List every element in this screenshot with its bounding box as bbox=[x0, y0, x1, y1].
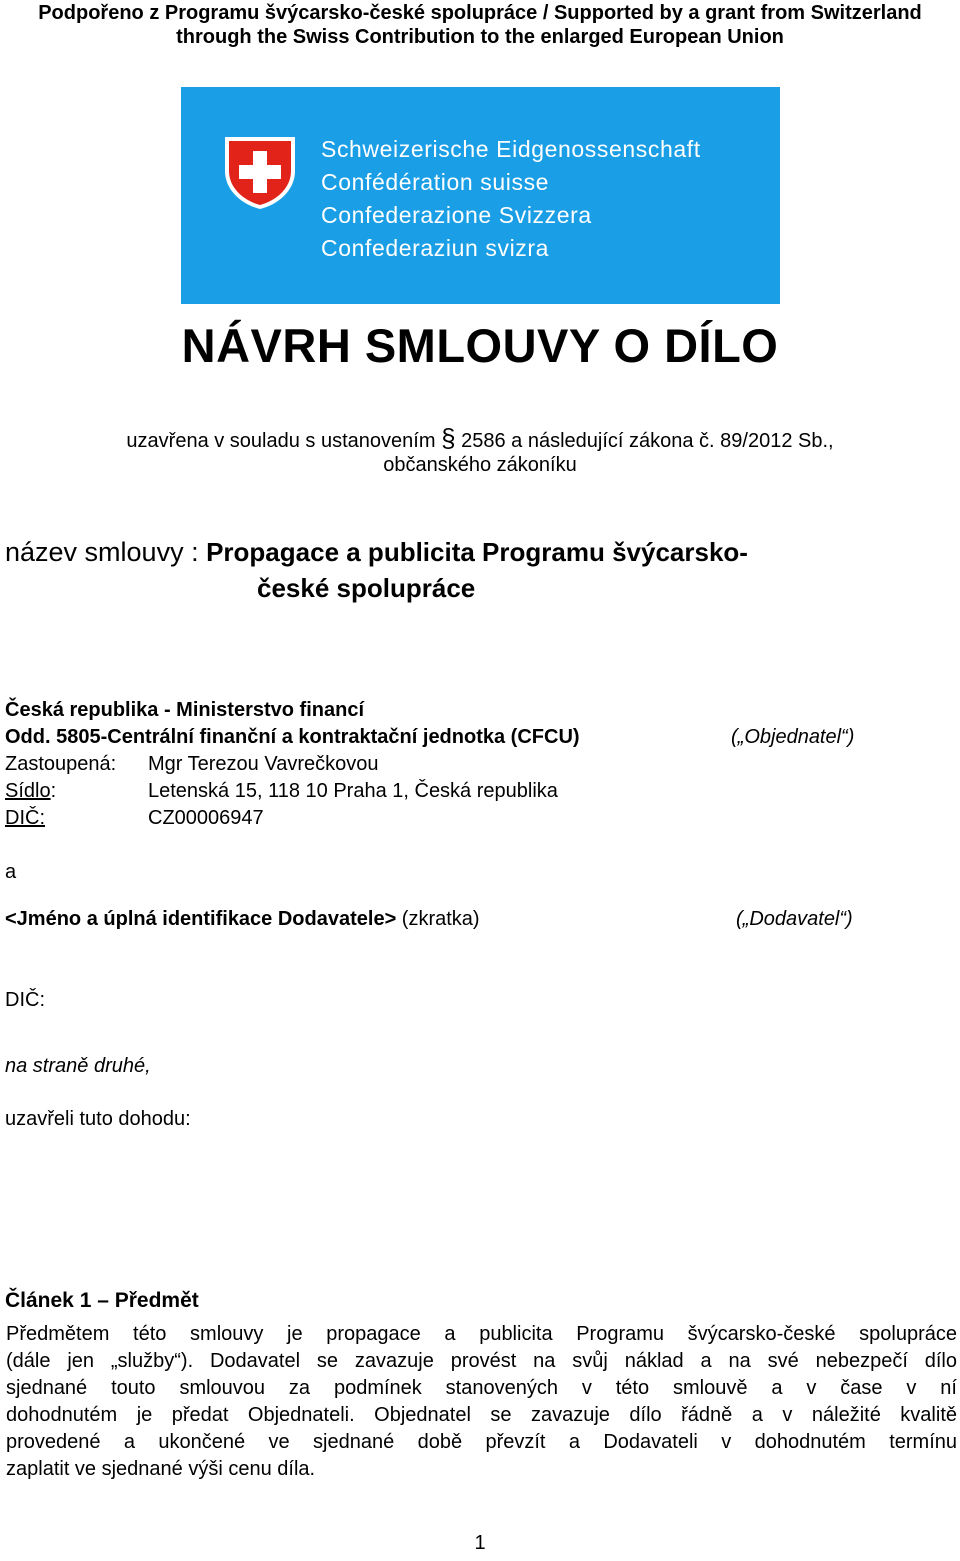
article-1-body bbox=[6, 1321, 957, 1483]
swiss-confederation-logo bbox=[181, 87, 780, 304]
seat-label bbox=[5, 778, 56, 805]
conjunction-a: a bbox=[5, 861, 17, 883]
client-dic-label: DIČ: bbox=[5, 807, 45, 829]
client-dic-value: CZ00006947 bbox=[148, 807, 264, 829]
contract-name-value-2: české spolupráce bbox=[257, 573, 476, 603]
seat-label-text: Sídlo bbox=[5, 780, 51, 802]
contract-name-label: název smlouvy : bbox=[5, 537, 207, 567]
page-number: 1 bbox=[474, 1532, 486, 1554]
article-1-line: sjednané touto smlouvou za podmínek stanovených v této smlouvě a v čase v ní bbox=[6, 1377, 957, 1399]
swiss-shield-icon bbox=[223, 135, 297, 211]
contract-name-value-1: Propagace a publicita Programu švýcarsko- bbox=[206, 537, 748, 567]
logo-text-fr: Confédération suisse bbox=[321, 169, 550, 195]
article-1-heading: Článek 1 – Předmět bbox=[5, 1289, 199, 1312]
seat-colon: : bbox=[50, 780, 57, 802]
supplier-role: („Dodavatel“) bbox=[736, 908, 853, 930]
client-name: Česká republika - Ministerstvo financí bbox=[5, 699, 364, 721]
logo-text-de: Schweizerische Eidgenossenschaft bbox=[321, 136, 701, 162]
subtitle-part-2: 2586 a následující zákona č. 89/2012 Sb., bbox=[455, 430, 834, 452]
agreed-text: uzavřeli tuto dohodu: bbox=[5, 1108, 191, 1130]
other-side-text: na straně druhé, bbox=[5, 1055, 151, 1077]
article-1-line: Předmětem této smlouvy je propagace a publicita Programu švýcarsko-české spolupráce bbox=[6, 1323, 957, 1345]
supplier-dic-label: DIČ: bbox=[5, 989, 45, 1011]
subtitle-line-2: občanského zákoníku bbox=[383, 454, 577, 476]
logo-text-it: Confederazione Svizzera bbox=[321, 202, 592, 228]
represented-value: Mgr Terezou Vavrečkovou bbox=[148, 753, 379, 775]
section-mark: § bbox=[441, 423, 456, 453]
supplier-line bbox=[5, 906, 480, 933]
supplier-abbr: (zkratka) bbox=[396, 908, 480, 930]
client-department: Odd. 5805-Centrální finanční a kontraktační jednotka (CFCU) bbox=[5, 726, 580, 748]
seat-value: Letenská 15, 118 10 Praha 1, Česká republika bbox=[148, 780, 558, 802]
represented-label: Zastoupená: bbox=[5, 753, 117, 775]
logo-text-rm: Confederaziun svizra bbox=[321, 235, 550, 261]
supplier-name: <Jméno a úplná identifikace Dodavatele> bbox=[5, 908, 397, 930]
contract-name-line-1 bbox=[5, 535, 748, 569]
client-role: („Objednatel“) bbox=[731, 726, 855, 748]
article-1-line: dohodnutém je předat Objednateli. Objednatel se zavazuje dílo řádně a v náležité kvalitě bbox=[6, 1404, 957, 1426]
grant-header-line-2: through the Swiss Contribution to the enlarged European Union bbox=[176, 26, 784, 48]
grant-header-line-1: Podpořeno z Programu švýcarsko-české spolupráce / Supported by a grant from Switzerland bbox=[38, 2, 922, 24]
subtitle-part-1: uzavřena v souladu s ustanovením bbox=[126, 430, 442, 452]
article-1-line: zaplatit ve sjednané výši cenu díla. bbox=[6, 1458, 316, 1480]
article-1-line: provedené a ukončené ve sjednané době převzít a Dodavateli v dohodnutém termínu bbox=[6, 1431, 957, 1453]
document-title: NÁVRH SMLOUVY O DÍLO bbox=[181, 319, 779, 372]
article-1-line: (dále jen „služby“). Dodavatel se zavazuje provést na svůj náklad a na své nebezpečí dílo bbox=[6, 1350, 957, 1372]
